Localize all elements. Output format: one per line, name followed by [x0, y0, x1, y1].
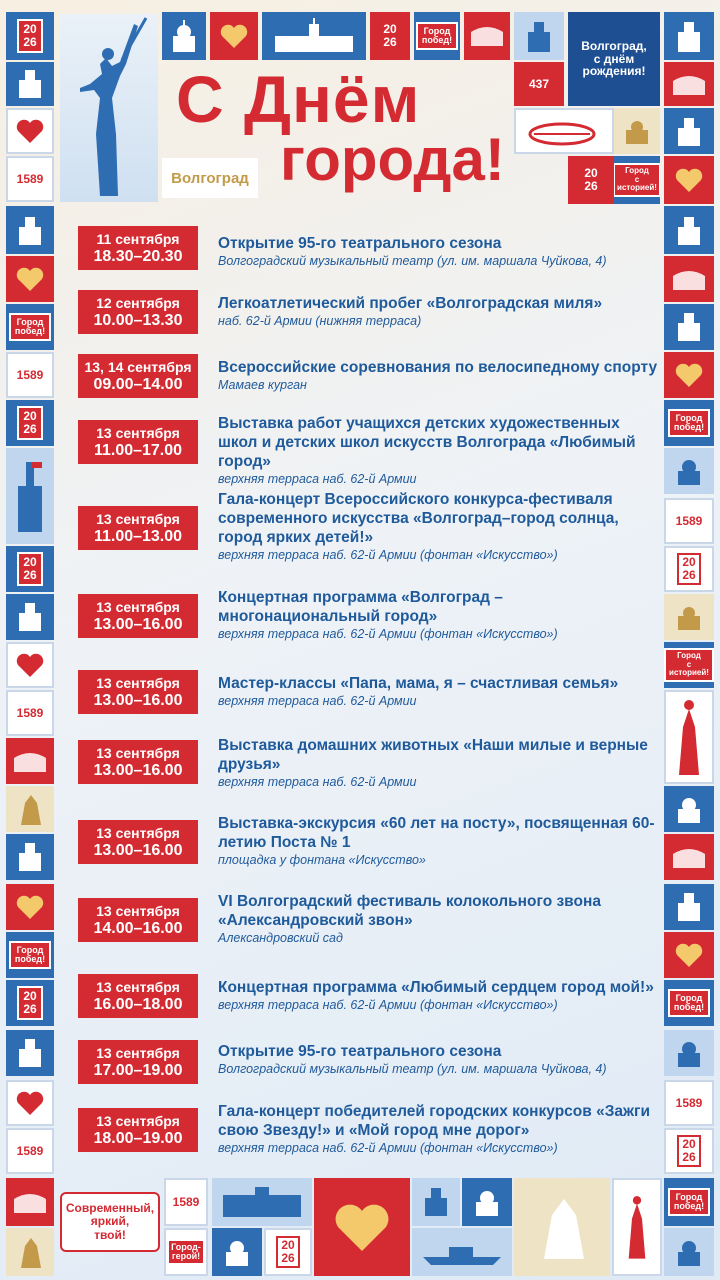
birthday-tile	[568, 12, 660, 106]
city-name: Волгоград	[171, 169, 249, 187]
motherland-statue-icon	[60, 14, 158, 202]
heart-icon	[15, 651, 45, 679]
year-badge: 20 26	[677, 1135, 700, 1166]
event-date-text: 13 сентября	[96, 675, 180, 691]
cathedral-tile	[162, 12, 206, 60]
slogan-victory-badge: Город побед!	[668, 409, 710, 438]
heart-tile	[664, 352, 714, 398]
event-time-text: 11.00–13.00	[93, 528, 183, 545]
panorama-tile	[6, 738, 54, 784]
monument-tile	[664, 304, 714, 350]
number-1589: 1589	[172, 1194, 200, 1209]
year-tile	[6, 400, 54, 446]
event-place: верхняя терраса наб. 62-й Армии (фонтан «Искусство»)	[218, 627, 558, 641]
heart-icon	[674, 166, 704, 194]
city-label	[162, 158, 258, 198]
heart-tile	[210, 12, 258, 60]
event-date	[78, 290, 198, 334]
year-tile	[6, 546, 54, 592]
event-info	[218, 1042, 658, 1077]
event-place: Александровский сад	[218, 931, 343, 945]
event-place: наб. 62-й Армии (нижняя терраса)	[218, 314, 422, 328]
heart-icon	[674, 361, 704, 389]
event-info	[218, 490, 658, 563]
event-place: верхняя терраса наб. 62-й Армии (фонтан «Искусство»)	[218, 548, 558, 562]
monument-tile	[664, 884, 714, 930]
panorama-museum-icon	[671, 266, 707, 292]
slogan-history-badge: Город с историей!	[614, 163, 660, 196]
event-place: верхняя терраса наб. 62-й Армии (фонтан «Искусство»)	[218, 998, 558, 1012]
monument-tile	[6, 834, 54, 880]
statue-tile	[664, 690, 714, 784]
slogan-tile	[164, 1228, 208, 1276]
heart-icon	[330, 1199, 394, 1255]
event-title: Всероссийские соревнования по велосипедному спорту	[218, 359, 658, 376]
number-tile	[6, 690, 54, 736]
monument-icon	[15, 841, 45, 873]
event-info	[218, 358, 658, 393]
event-date	[78, 594, 198, 638]
event-title: Гала-концерт Всероссийского конкурса-фестиваля современного искусства «Волгоград–город солнца, город ярких детей!»	[218, 491, 619, 546]
cathedral-tile	[664, 448, 714, 494]
panorama-museum-icon	[12, 748, 48, 774]
panorama-museum-icon	[671, 71, 707, 97]
event-info	[218, 588, 658, 642]
cathedral-tile	[212, 1228, 262, 1276]
event-info	[218, 736, 658, 790]
event-time-text: 13.00–16.00	[93, 762, 183, 779]
heart-tile	[6, 108, 54, 154]
event-time-text: 18.00–19.00	[93, 1130, 183, 1147]
event-info	[218, 978, 658, 1013]
event-title: Концертная программа «Волгоград – многонациональный город»	[218, 589, 503, 625]
slogan-victory-badge: Город побед!	[668, 1188, 710, 1217]
statue-tile	[514, 1178, 610, 1276]
year-tile	[568, 156, 614, 204]
monument-icon	[674, 18, 704, 54]
event-date	[78, 1108, 198, 1152]
monument-icon	[15, 213, 45, 247]
monument-icon	[674, 891, 704, 923]
cathedral-icon	[674, 1037, 704, 1069]
event-title: Гала-концерт победителей городских конкурсов «Зажги свою Звезду!» и «Мой город мне дорог»	[218, 1103, 651, 1139]
slogan-hero-badge: Город- герой!	[167, 1239, 205, 1266]
monument-tile	[6, 594, 54, 640]
monument-tile	[412, 1178, 460, 1226]
event-time-text: 17.00–19.00	[93, 1062, 183, 1079]
event-date	[78, 354, 198, 398]
slogan-tile	[664, 1178, 714, 1226]
number-1589: 1589	[16, 171, 44, 186]
station-tile	[262, 12, 366, 60]
monument-icon	[674, 213, 704, 247]
year-badge: 20 26	[17, 986, 42, 1019]
number-tile	[164, 1178, 208, 1226]
cathedral-icon	[472, 1186, 502, 1218]
slogan-history-badge: Город с историей!	[664, 648, 714, 681]
panorama-museum-icon	[469, 22, 505, 50]
heart-icon	[219, 22, 249, 50]
event-title: Выставка работ учащихся детских художественных школ и детских школ искусств Волгограда «Любимый город»	[218, 415, 636, 470]
event-info	[218, 892, 658, 946]
event-time-text: 13.00–16.00	[93, 616, 183, 633]
year-text: 20 26	[584, 166, 598, 193]
monument-icon	[15, 601, 45, 633]
event-date-text: 13 сентября	[96, 903, 180, 919]
cathedral-tile	[462, 1178, 512, 1226]
event-date	[78, 740, 198, 784]
slogan-tile	[664, 980, 714, 1026]
monument-tile	[6, 206, 54, 254]
year-tile	[664, 1128, 714, 1174]
number-tile	[664, 498, 714, 544]
event-info	[218, 814, 658, 868]
soldier-statue-icon	[622, 1187, 652, 1267]
event-title: Открытие 95-го театрального сезона	[218, 235, 502, 252]
event-info	[218, 1102, 658, 1156]
year-tile	[264, 1228, 312, 1276]
event-date	[78, 506, 198, 550]
monument-tile	[6, 62, 54, 106]
cathedral-icon	[622, 116, 652, 146]
cathedral-tile	[664, 786, 714, 832]
event-date	[78, 670, 198, 714]
heart-tile	[6, 256, 54, 302]
number-tile	[664, 1080, 714, 1126]
cathedral-icon	[674, 455, 704, 487]
event-time-text: 13.00–16.00	[93, 842, 183, 859]
page-title-line1: С Днём	[176, 62, 421, 136]
panorama-tile	[464, 12, 510, 60]
event-time-text: 16.00–18.00	[93, 996, 183, 1013]
statue-tile	[6, 1228, 54, 1276]
monument-tile	[664, 206, 714, 254]
monument-icon	[674, 114, 704, 148]
cathedral-tile	[664, 1228, 714, 1276]
monument-icon	[421, 1186, 451, 1218]
event-date	[78, 226, 198, 270]
event-date-text: 11 сентября	[96, 231, 180, 247]
number-1589: 1589	[16, 705, 44, 720]
event-date	[78, 420, 198, 464]
event-time-text: 09.00–14.00	[93, 376, 183, 393]
slogan-victory-badge: Город побед!	[9, 941, 51, 970]
event-date	[78, 1040, 198, 1084]
event-info	[218, 414, 658, 487]
event-title: Легкоатлетический пробег «Волгоградская миля»	[218, 295, 603, 312]
event-date-text: 13 сентября	[96, 425, 180, 441]
event-place: верхняя терраса наб. 62-й Армии (фонтан «Искусство»)	[218, 1141, 558, 1155]
year-text: 20 26	[383, 22, 397, 49]
event-date	[78, 974, 198, 1018]
event-info	[218, 674, 658, 709]
year-tile	[6, 12, 54, 60]
panorama-tile	[664, 62, 714, 106]
slogan-victory-badge: Город побед!	[416, 22, 458, 51]
motherland-statue-panel	[60, 14, 158, 202]
event-time-text: 14.00–16.00	[93, 920, 183, 937]
statue-tile	[6, 786, 54, 832]
cathedral-tile	[614, 108, 660, 154]
event-date-text: 13 сентября	[96, 825, 180, 841]
event-info	[218, 294, 658, 329]
cathedral-icon	[674, 602, 704, 632]
event-date-text: 13 сентября	[96, 745, 180, 761]
big-heart-tile	[314, 1178, 410, 1276]
number-tile	[514, 62, 564, 106]
slogan-modern-badge	[60, 1192, 160, 1252]
slogan-victory-badge: Город побед!	[9, 313, 51, 342]
event-place: верхняя терраса наб. 62-й Армии	[218, 775, 417, 789]
heart-icon	[15, 265, 45, 293]
year-badge: 20 26	[677, 553, 700, 584]
event-date-text: 13 сентября	[96, 511, 180, 527]
event-place: Волгоградский музыкальный театр (ул. им. маршала Чуйкова, 4)	[218, 1062, 607, 1076]
slogan-tile	[664, 400, 714, 446]
number-437: 437	[528, 76, 550, 91]
event-info	[218, 234, 658, 269]
year-tile	[370, 12, 410, 60]
heart-tile	[6, 1080, 54, 1126]
slogan-tile	[6, 304, 54, 350]
event-place: площадка у фонтана «Искусство»	[218, 853, 426, 867]
memorial-icon	[10, 456, 50, 536]
number-1589: 1589	[16, 367, 44, 382]
slogan-tile	[6, 932, 54, 978]
heart-tile	[664, 932, 714, 978]
year-badge: 20 26	[276, 1236, 299, 1267]
statue-tile	[612, 1178, 662, 1276]
monument-tile	[664, 108, 714, 154]
slogan-tile	[414, 12, 460, 60]
building-tile	[212, 1178, 312, 1226]
number-1589: 1589	[675, 1095, 703, 1110]
heart-tile	[664, 156, 714, 204]
event-time-text: 11.00–17.00	[93, 442, 183, 459]
cathedral-tile	[664, 1030, 714, 1076]
heart-tile	[6, 884, 54, 930]
event-date	[78, 820, 198, 864]
cathedral-icon	[674, 1236, 704, 1268]
panorama-museum-icon	[12, 1189, 48, 1215]
heart-icon	[15, 893, 45, 921]
panorama-museum-icon	[671, 844, 707, 870]
number-tile	[6, 1128, 54, 1174]
event-place: Волгоградский музыкальный театр (ул. им. маршала Чуйкова, 4)	[218, 254, 607, 268]
monument-tile	[514, 12, 564, 60]
event-title: Концертная программа «Любимый сердцем город мой!»	[218, 979, 654, 996]
year-tile	[6, 980, 54, 1026]
year-badge: 20 26	[17, 406, 42, 439]
soldier-statue-icon	[15, 791, 45, 827]
event-date-text: 12 сентября	[96, 295, 180, 311]
event-date-text: 13 сентября	[96, 1045, 180, 1061]
slogan-tile	[614, 156, 660, 204]
soldier-statue-icon	[15, 1234, 45, 1270]
monument-icon	[674, 311, 704, 343]
panorama-tile	[664, 256, 714, 302]
event-time-text: 18.30–20.30	[93, 248, 183, 265]
soldier-statue-icon	[671, 697, 707, 777]
event-place: верхняя терраса наб. 62-й Армии	[218, 472, 417, 486]
event-title: Открытие 95-го театрального сезона	[218, 1043, 502, 1060]
railway-station-icon	[269, 18, 359, 54]
theatre-building-icon	[219, 1185, 305, 1219]
number-tile	[6, 156, 54, 202]
number-tile	[6, 352, 54, 398]
cathedral-icon	[674, 793, 704, 825]
event-title: Выставка домашних животных «Наши милые и верные друзья»	[218, 737, 648, 773]
number-1589: 1589	[675, 513, 703, 528]
birthday-text: Волгоград, с днём рождения!	[581, 39, 647, 79]
arena-tile	[514, 108, 614, 154]
monument-icon	[524, 18, 554, 54]
event-place: Мамаев курган	[218, 378, 307, 392]
ship-tile	[412, 1228, 512, 1276]
arena-stadium-icon	[524, 116, 604, 146]
event-time-text: 10.00–13.30	[93, 312, 183, 329]
monument-tile	[664, 12, 714, 60]
year-tile	[664, 546, 714, 592]
panorama-tile	[664, 834, 714, 880]
heart-icon	[15, 1089, 45, 1117]
cathedral-icon	[222, 1236, 252, 1268]
event-date-text: 13 сентября	[96, 979, 180, 995]
cathedral-tile	[664, 594, 714, 640]
event-title: VI Волгоградский фестиваль колокольного звона «Александровский звон»	[218, 893, 601, 929]
panorama-tile	[6, 1178, 54, 1226]
soldier-statue-icon	[532, 1185, 592, 1269]
heart-tile	[6, 642, 54, 688]
event-date-text: 13 сентября	[96, 599, 180, 615]
page-title-line2: города!	[280, 126, 505, 193]
event-place: верхняя терраса наб. 62-й Армии	[218, 694, 417, 708]
slogan-tile	[664, 642, 714, 688]
year-badge: 20 26	[17, 552, 42, 585]
memorial-tile	[6, 448, 54, 544]
cathedral-icon	[169, 18, 199, 54]
event-time-text: 13.00–16.00	[93, 692, 183, 709]
slogan-victory-badge: Город побед!	[668, 989, 710, 1018]
year-badge: 20 26	[17, 19, 42, 52]
event-date-text: 13, 14 сентября	[84, 359, 192, 375]
event-date	[78, 898, 198, 942]
number-1589: 1589	[16, 1143, 44, 1158]
event-title: Выставка-экскурсия «60 лет на посту», посвященная 60-летию Поста № 1	[218, 815, 655, 851]
event-title: Мастер-классы «Папа, мама, я – счастливая семья»	[218, 675, 619, 692]
monument-tile	[6, 1030, 54, 1076]
event-date-text: 13 сентября	[96, 1113, 180, 1129]
heart-icon	[674, 941, 704, 969]
slogan-modern-text: Современный, яркий, твой!	[65, 1201, 155, 1242]
monument-icon	[15, 1037, 45, 1069]
ship-icon	[419, 1237, 505, 1267]
heart-icon	[15, 117, 45, 145]
monument-icon	[15, 68, 45, 100]
